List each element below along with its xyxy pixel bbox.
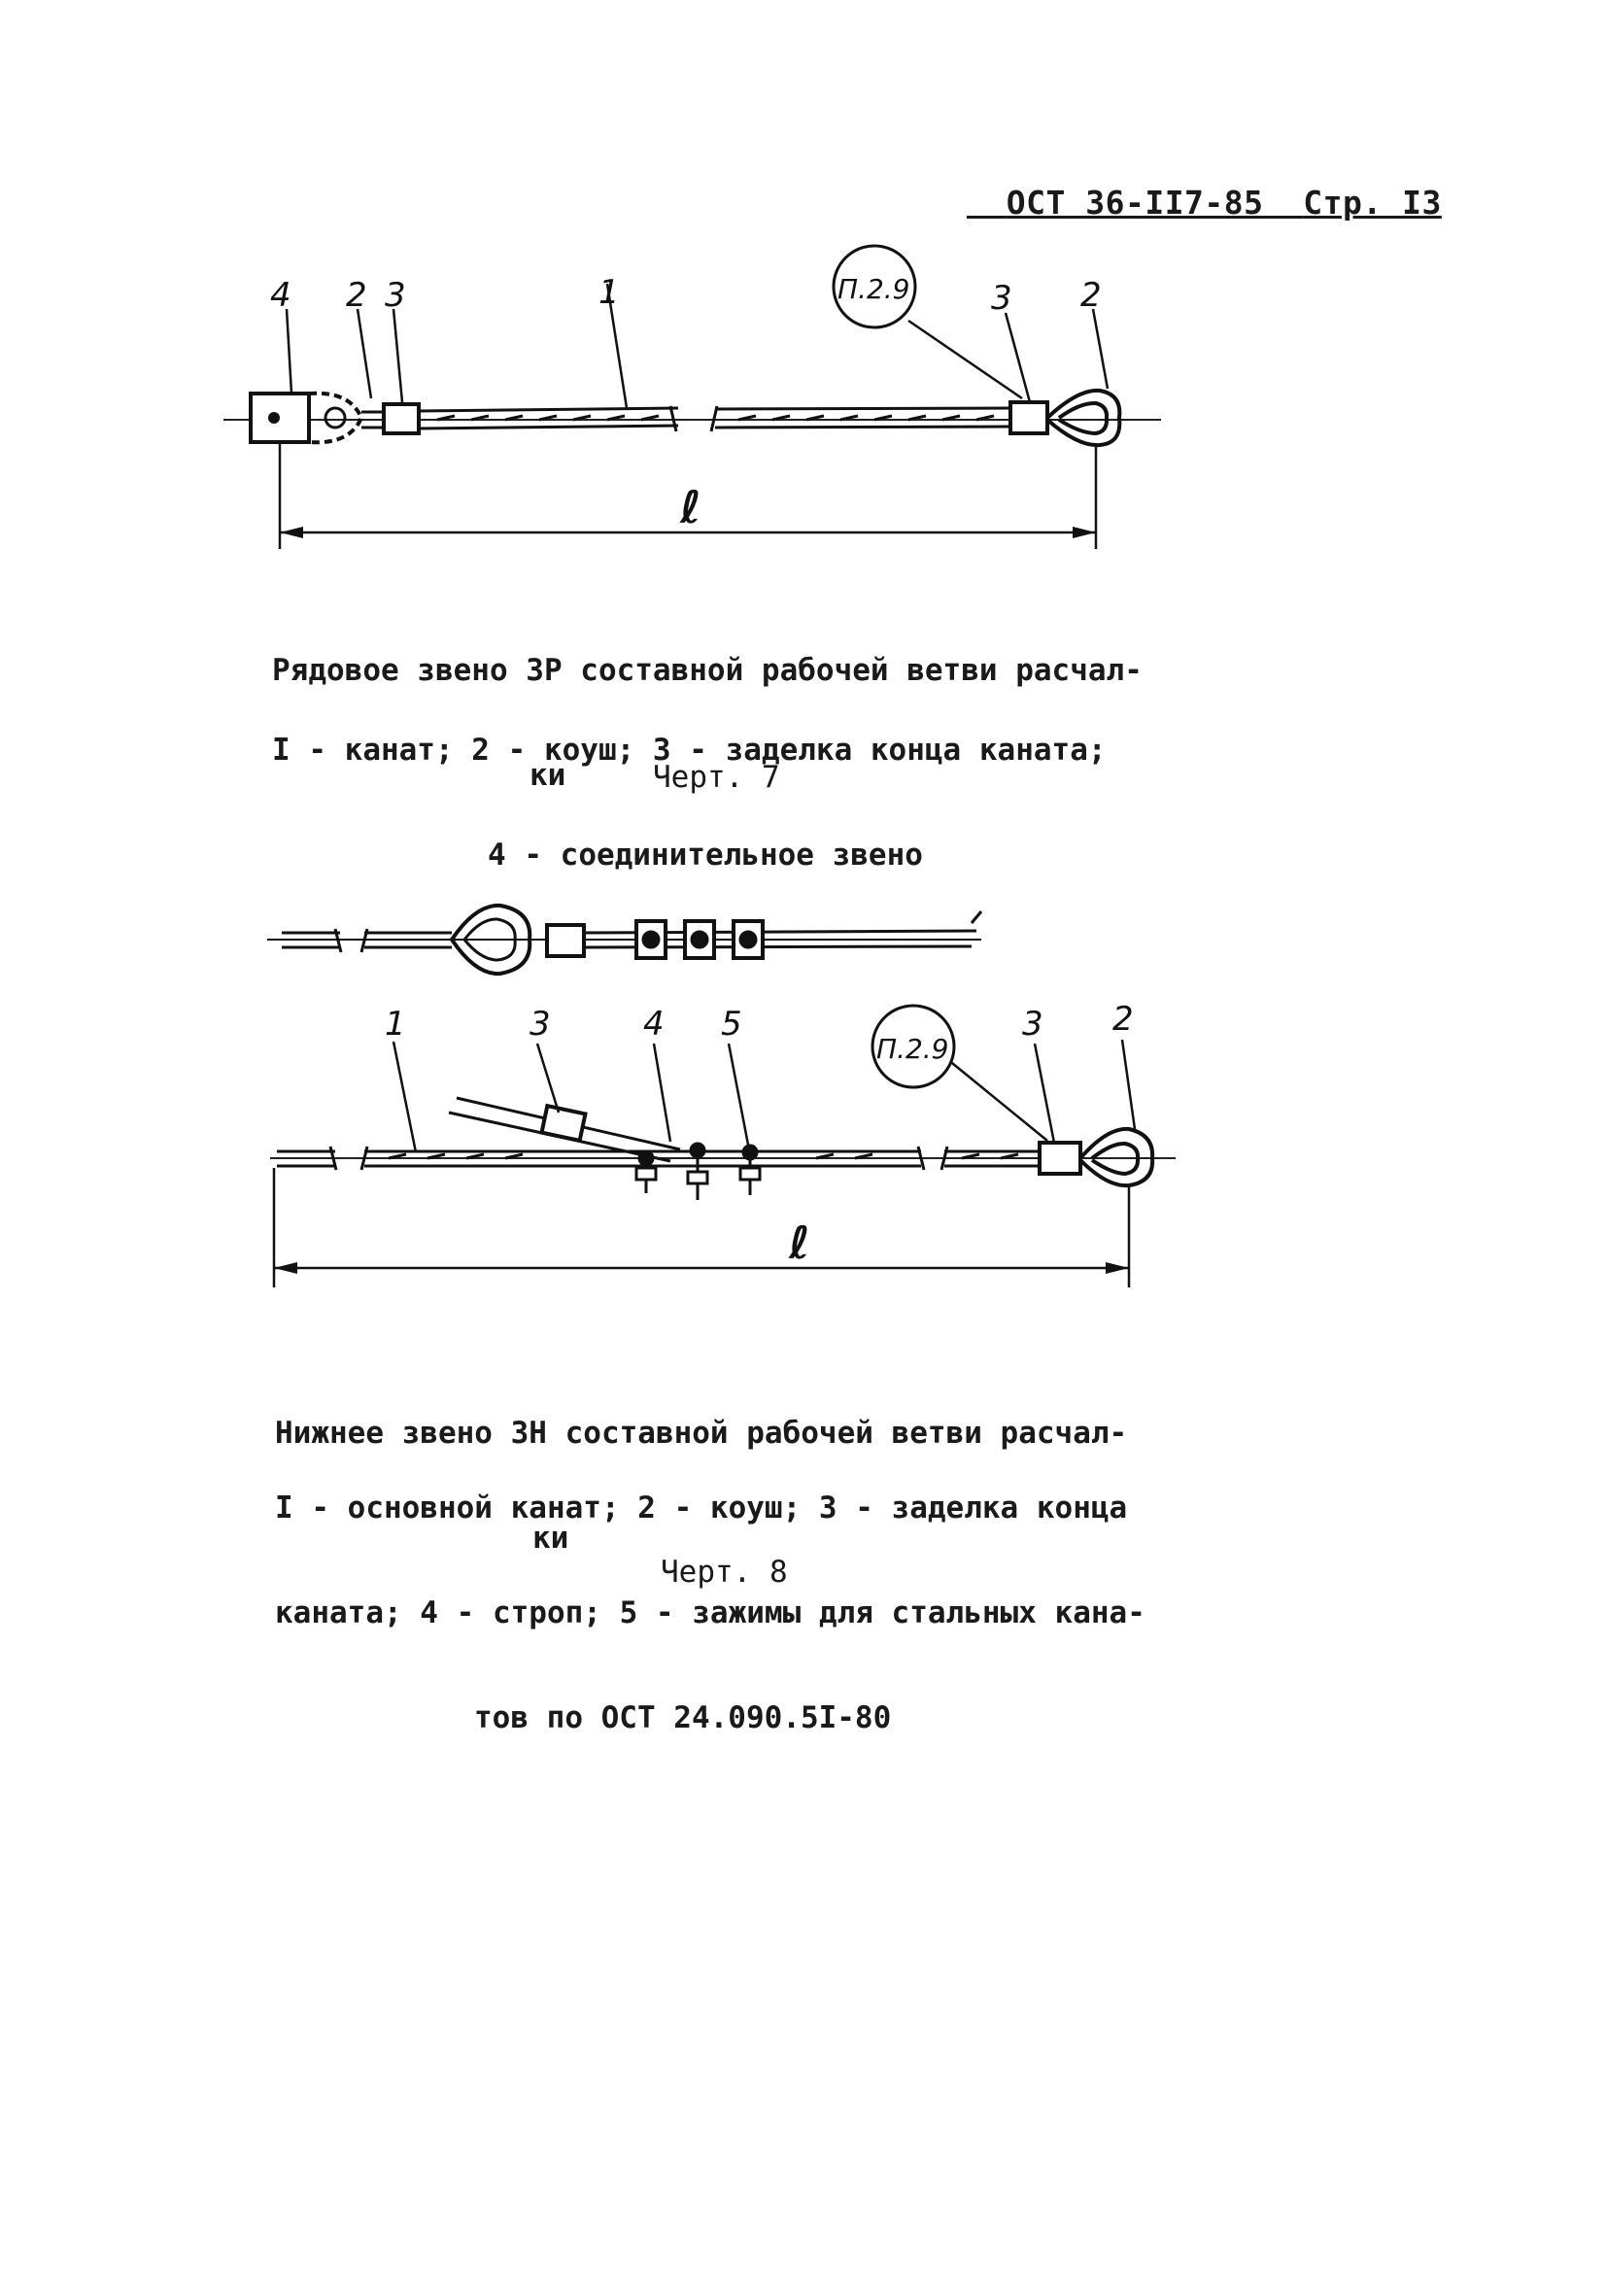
caption-line: ки <box>532 1521 569 1556</box>
page-number: Стр. I3 <box>1303 184 1442 222</box>
figure-7-drawing <box>0 0 1606 602</box>
document-code: ОСТ 36-II7-85 <box>1006 184 1264 222</box>
label-item-3-right: 3 <box>1022 1005 1043 1044</box>
rope-end-ferrule-right <box>1010 402 1047 433</box>
label-item-3-right: 3 <box>991 279 1012 318</box>
legend-line: I - основной канат; 2 - коуш; 3 - заделка конца <box>275 1491 1128 1525</box>
label-item-3: 3 <box>385 276 406 315</box>
label-item-3: 3 <box>530 1005 551 1044</box>
connecting-link <box>251 394 361 443</box>
label-item-4: 4 <box>643 1005 665 1044</box>
figure-8-drawing <box>0 865 1606 1321</box>
rope-end-ferrule-left <box>384 404 419 433</box>
caption-line: ки <box>530 758 566 793</box>
caption-line: Рядовое звено ЗР составной рабочей ветви расчал- <box>272 653 1143 688</box>
legend-line: 4 - соединительное звено <box>488 838 923 873</box>
label-item-2-right: 2 <box>1112 1000 1134 1039</box>
caption-line: Нижнее звено ЗН составной рабочей ветви расчал- <box>275 1416 1128 1451</box>
label-item-2-right: 2 <box>1080 276 1102 315</box>
length-label: ℓ <box>789 1217 810 1269</box>
legend-line: каната; 4 - строп; 5 - зажимы для стальных кана- <box>275 1595 1145 1630</box>
length-dimension <box>274 1168 1129 1287</box>
reference-label: П.2.9 <box>837 273 910 305</box>
label-item-1: 1 <box>385 1005 406 1044</box>
label-item-1: 1 <box>598 273 620 312</box>
thimble <box>1047 391 1119 445</box>
label-item-5: 5 <box>721 1005 742 1044</box>
legend-line: I - канат; 2 - коуш; 3 - заделка конца каната; <box>272 733 1107 768</box>
figure-8-number: Черт. 8 <box>661 1555 788 1590</box>
rope-end-ferrule-right <box>1040 1143 1080 1174</box>
upper-detail-view <box>267 906 981 974</box>
figure-8-legend <box>275 1421 1145 1770</box>
label-item-2: 2 <box>346 276 367 315</box>
legend-line: тов по ОСТ 24.090.5I-80 <box>474 1700 892 1735</box>
length-label: ℓ <box>680 481 701 533</box>
figure-7-number: Черт. 7 <box>653 760 780 795</box>
label-item-4: 4 <box>270 276 291 315</box>
reference-label: П.2.9 <box>876 1033 949 1065</box>
